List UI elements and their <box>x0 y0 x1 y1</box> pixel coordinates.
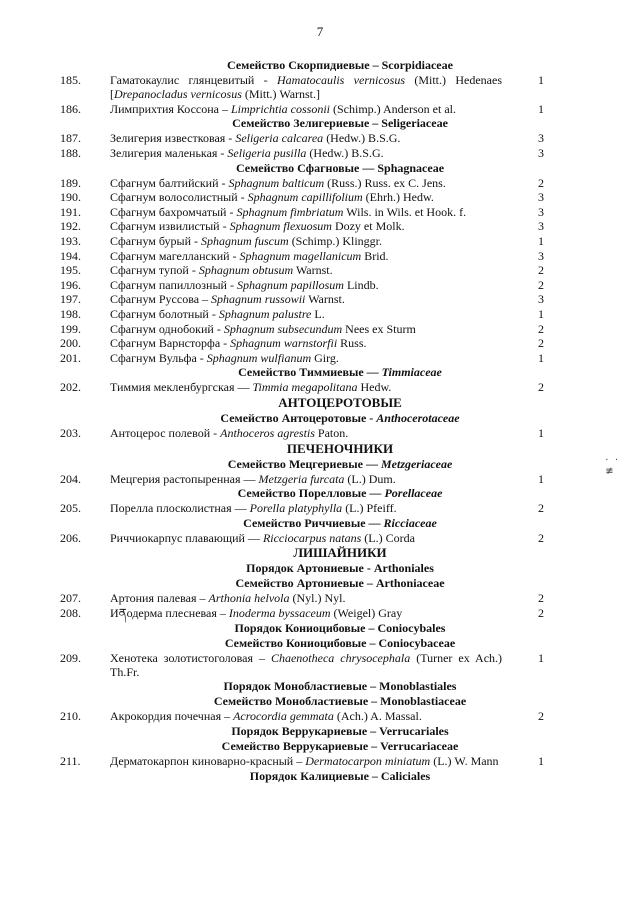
category-value: 3 <box>538 131 544 146</box>
category-value: 2 <box>538 530 544 545</box>
species-row <box>0 131 640 145</box>
author-citation: (Ach.) A. Massal. <box>333 709 422 724</box>
latin-name: Sphagnum capillifolium <box>247 190 363 205</box>
russian-name: Тиммия мекленбургская — <box>110 380 253 395</box>
species-number: 186. <box>60 101 81 116</box>
species-row <box>0 249 640 263</box>
author-citation: (Schimp.) Anderson et al. <box>330 101 456 116</box>
latin-name: Ricciocarpus natans <box>262 530 362 545</box>
species-number: 211. <box>60 754 81 769</box>
species-name <box>110 102 502 116</box>
species-name <box>110 263 502 277</box>
species-name <box>110 606 502 620</box>
species-row <box>0 263 640 277</box>
latin-name: Sphagnum wulfianum <box>206 350 312 365</box>
species-number: 207. <box>60 591 81 606</box>
group-heading: ЛИШАЙНИКИ <box>293 545 387 561</box>
category-value: 1 <box>538 471 544 486</box>
russian-name: Дерматокарпон киноварно-красный – <box>110 754 306 769</box>
russian-name: Артония палевая – <box>110 591 209 606</box>
species-row <box>0 205 640 219</box>
category-value: 1 <box>538 234 544 249</box>
latin-name: Chaenotheca chrysocephala <box>270 650 411 665</box>
latin-name: Sphagnum obtusum <box>198 263 294 278</box>
species-name <box>110 531 502 545</box>
taxon-latin: Porellaceae <box>384 486 443 501</box>
species-name <box>110 307 502 321</box>
species-name <box>110 754 502 768</box>
taxon-russian: Семейство Антоцеротовые - <box>220 410 377 425</box>
author-citation: L. <box>311 307 325 322</box>
category-value: 3 <box>538 204 544 219</box>
species-name <box>110 131 502 145</box>
russian-name: Сфагнум тупой - <box>110 263 199 278</box>
taxon-russian: Семейство Мецгериевые — <box>227 456 381 471</box>
species-row <box>0 606 640 620</box>
russian-name: Сфагнум однобокий - <box>110 321 224 336</box>
taxon-heading <box>0 457 640 472</box>
latin-name: Sphagnum flexuosum <box>229 219 332 234</box>
species-number: 196. <box>60 277 81 292</box>
taxon-heading <box>0 516 640 531</box>
taxon-heading <box>0 769 640 784</box>
species-number: 185. <box>60 73 81 87</box>
latin-name: Sphagnum magellanicum <box>239 248 362 263</box>
taxon-russian: Семейство Скорпидиевые – <box>227 58 382 72</box>
russian-name: Сфагнум Варнсторфа - <box>110 336 231 351</box>
species-row <box>0 591 640 605</box>
taxon-latin: Coniocybales <box>377 620 446 635</box>
latin-name: Sphagnum papillosum <box>236 277 344 292</box>
species-row <box>0 176 640 190</box>
latin-name: Sphagnum russowii <box>211 292 306 307</box>
taxon-latin: Scorpidiaceae <box>381 58 453 72</box>
category-value: 1 <box>538 350 544 365</box>
latin-name: Sphagnum warnstorfii <box>230 336 338 351</box>
species-number: 193. <box>60 234 81 249</box>
margin-mark: · · ≢ <box>605 455 618 477</box>
author-citation: Girg. <box>311 350 339 365</box>
russian-name: Сфагнум Руссова – <box>110 292 212 307</box>
taxon-latin: Verrucariaceae <box>380 739 459 754</box>
species-row <box>0 190 640 204</box>
author-citation: (L.) Pfeiff. <box>342 501 397 516</box>
species-name <box>110 472 502 486</box>
taxon-latin: Ricciaceae <box>383 515 437 530</box>
author-citation: Lindb. <box>343 277 379 292</box>
category-value: 3 <box>538 292 544 307</box>
russian-name: Зелигерия известковая - <box>110 131 236 146</box>
russian-name: Сфагнум балтийский - <box>110 175 229 190</box>
taxon-russian: Порядок Артониевые - <box>246 561 374 576</box>
russian-name: Сфагнум папиллозный - <box>110 277 237 292</box>
species-name <box>110 73 502 102</box>
species-name <box>110 219 502 233</box>
species-row <box>0 336 640 350</box>
author-citation: (Turner ex Ach.) Th.Fr. <box>110 650 503 679</box>
species-number: 187. <box>60 131 81 146</box>
russian-name: Зелигерия маленькая - <box>110 146 228 161</box>
species-name <box>110 176 502 190</box>
taxon-russian: Семейство Риччиевые — <box>243 515 384 530</box>
species-name <box>110 426 502 440</box>
species-number: 209. <box>60 650 81 665</box>
latin-name: Anthoceros agrestis <box>220 425 315 440</box>
taxon-russian: Порядок Калициевые – <box>249 768 381 783</box>
category-value: 2 <box>538 336 544 351</box>
category-value: 2 <box>538 709 544 724</box>
russian-name: Сфагнум бурый - <box>110 234 202 249</box>
author-citation: Hedw. <box>357 380 392 395</box>
taxon-heading <box>0 116 640 131</box>
taxon-heading <box>0 636 640 651</box>
species-name <box>110 278 502 292</box>
latin-name: Timmia megapolitana <box>252 380 358 395</box>
author-citation: (L.) W. Mann <box>430 754 499 769</box>
taxon-latin: Monoblastiaceae <box>380 694 467 709</box>
russian-name: Гаматокаулис глянцевитый - <box>110 73 277 87</box>
species-row <box>0 73 640 102</box>
taxon-heading <box>0 561 640 576</box>
category-value: 2 <box>538 175 544 190</box>
species-number: 208. <box>60 605 81 620</box>
taxon-russian: Порядок Веррукариевые – <box>231 724 380 739</box>
species-number: 210. <box>60 709 81 724</box>
russian-name: Акрокордия почечная – <box>110 709 234 724</box>
species-number: 201. <box>60 350 81 365</box>
category-value: 2 <box>538 501 544 516</box>
species-row <box>0 146 640 160</box>
category-value: 2 <box>538 380 544 395</box>
species-number: 195. <box>60 263 81 278</box>
latin-name: Seligeria calcarea <box>235 131 324 146</box>
species-row <box>0 322 640 336</box>
latin-name: Hamatocaulis vernicosus <box>277 73 405 87</box>
author-citation: Warnst. <box>305 292 345 307</box>
author-citation: Russ. <box>337 336 367 351</box>
species-name <box>110 380 502 394</box>
species-number: 206. <box>60 530 81 545</box>
russian-name: Мецгерия растопыренная — <box>110 471 259 486</box>
species-name <box>110 336 502 350</box>
russian-name: Сфагнум волосолистный - <box>110 190 248 205</box>
synonym-latin-name: Drepanocladus vernicosus <box>114 87 242 102</box>
russian-name: Порелла плосколистная — <box>110 501 250 516</box>
latin-name: Sphagnum fuscum <box>201 234 289 249</box>
category-value: 1 <box>538 101 544 116</box>
author-citation: (Nyl.) Nyl. <box>289 591 346 606</box>
latin-name: Sphagnum fimbriatum <box>236 204 344 219</box>
taxon-heading <box>0 694 640 709</box>
species-row <box>0 278 640 292</box>
species-number: 200. <box>60 336 81 351</box>
species-name <box>110 651 502 680</box>
species-row <box>0 709 640 723</box>
latin-name: Acrocordia gemmata <box>233 709 334 724</box>
taxon-russian: Семейство Монобластиевые – <box>213 694 381 709</box>
taxon-heading <box>0 724 640 739</box>
species-number: 204. <box>60 471 81 486</box>
species-number: 191. <box>60 204 81 219</box>
species-row <box>0 234 640 248</box>
author-citation: (Weigel) Gray <box>330 605 403 620</box>
taxon-heading <box>0 486 640 501</box>
taxon-russian: Семейство Веррукариевые – <box>221 739 381 754</box>
category-value: 2 <box>538 605 544 620</box>
taxon-latin: Metzgeriaceae <box>380 456 453 471</box>
taxon-heading <box>0 739 640 754</box>
taxon-heading <box>0 365 640 380</box>
russian-name: Лимприхтия Коссона – <box>110 101 231 116</box>
author-citation: Paton. <box>314 425 349 440</box>
author-citation: (Ehrh.) Hedw. <box>362 190 434 205</box>
russian-name: Иནодерма плесневая – <box>110 605 229 620</box>
taxon-latin: Verrucariales <box>379 724 449 739</box>
species-name <box>110 292 502 306</box>
taxon-latin: Coniocybaceae <box>378 635 456 650</box>
species-row <box>0 307 640 321</box>
category-value: 3 <box>538 190 544 205</box>
species-number: 197. <box>60 292 81 307</box>
russian-name: Сфагнум извилистый - <box>110 219 230 234</box>
author-citation: (Schimp.) Klinggr. <box>288 234 383 249</box>
species-number: 203. <box>60 425 81 440</box>
taxon-latin: Arthoniales <box>373 561 434 576</box>
group-heading: АНТОЦЕРОТОВЫЕ <box>278 394 402 410</box>
species-number: 198. <box>60 307 81 322</box>
species-number: 190. <box>60 190 81 205</box>
synonym-author: (Mitt.) Warnst.] <box>241 87 321 102</box>
category-value: 2 <box>538 321 544 336</box>
russian-name: Риччиокарпус плавающий — <box>110 530 263 545</box>
species-row <box>0 102 640 116</box>
species-name <box>110 322 502 336</box>
species-row <box>0 292 640 306</box>
author-citation: Dozy et Molk. <box>331 219 405 234</box>
species-row <box>0 754 640 768</box>
species-row <box>0 501 640 515</box>
species-row <box>0 426 640 440</box>
russian-name: Сфагнум Вульфа - <box>110 350 207 365</box>
russian-name: Антоцерос полевой - <box>110 425 221 440</box>
category-value: 2 <box>538 591 544 606</box>
category-value: 2 <box>538 263 544 278</box>
taxon-latin: Caliciales <box>380 768 431 783</box>
category-value: 1 <box>538 650 544 665</box>
category-value: 2 <box>538 277 544 292</box>
russian-name: Сфагнум магелланский - <box>110 248 240 263</box>
taxon-latin: Timmiaceae <box>381 365 442 380</box>
group-heading: ПЕЧЕНОЧНИКИ <box>286 440 394 456</box>
taxon-heading <box>0 576 640 591</box>
category-value: 1 <box>538 307 544 322</box>
species-number: 202. <box>60 380 81 395</box>
category-value: 3 <box>538 248 544 263</box>
latin-name: Sphagnum balticum <box>228 175 325 190</box>
species-name <box>110 190 502 204</box>
taxon-heading <box>0 58 640 73</box>
latin-name: Porella platyphylla <box>249 501 343 516</box>
taxon-latin: Monoblastiales <box>379 679 457 694</box>
latin-name: Sphagnum palustre <box>218 307 312 322</box>
page-number: 7 <box>316 24 324 39</box>
author-citation: Warnst. <box>293 263 333 278</box>
species-list <box>0 58 640 784</box>
species-number: 192. <box>60 219 81 234</box>
species-number: 194. <box>60 248 81 263</box>
latin-name: Dermatocarpon miniatum <box>305 754 431 769</box>
author-citation: (Mitt.) Hedenaes [ <box>110 73 502 102</box>
species-row <box>0 351 640 365</box>
species-row <box>0 380 640 394</box>
taxon-heading <box>0 621 640 636</box>
taxon-russian: Семейство Сфагновые — <box>235 160 378 175</box>
species-name <box>110 591 502 605</box>
species-row <box>0 531 640 545</box>
taxon-heading <box>0 161 640 176</box>
taxon-latin: Arthoniaceae <box>375 576 445 591</box>
category-value: 1 <box>538 425 544 440</box>
taxon-latin: Anthocerotaceae <box>376 410 460 425</box>
taxon-russian: Порядок Кониоцибовые – <box>234 620 378 635</box>
author-citation: Nees ex Sturm <box>342 321 416 336</box>
taxon-latin: Sphagnaceae <box>377 160 445 175</box>
latin-name: Inoderma byssaceum <box>228 605 331 620</box>
author-citation: (Russ.) Russ. ex C. Jens. <box>324 175 446 190</box>
author-citation: (L.) Dum. <box>344 471 396 486</box>
taxon-russian: Семейство Кониоцибовые – <box>224 635 379 650</box>
species-number: 189. <box>60 175 81 190</box>
category-value: 1 <box>538 73 544 87</box>
taxon-latin: Seligeriaceae <box>381 116 448 131</box>
species-name <box>110 709 502 723</box>
category-value: 3 <box>538 219 544 234</box>
latin-name: Limprichtia cossonii <box>231 101 331 116</box>
category-value: 3 <box>538 146 544 161</box>
author-citation: Wils. in Wils. et Hook. f. <box>343 204 467 219</box>
latin-name: Arthonia helvola <box>208 591 290 606</box>
category-value: 1 <box>538 754 544 769</box>
species-number: 199. <box>60 321 81 336</box>
taxon-russian: Семейство Зелигериевые – <box>232 116 382 131</box>
taxon-russian: Семейство Артониевые – <box>235 576 376 591</box>
species-number: 205. <box>60 501 81 516</box>
species-name <box>110 249 502 263</box>
species-name <box>110 234 502 248</box>
species-name <box>110 501 502 515</box>
species-name <box>110 205 502 219</box>
species-name <box>110 146 502 160</box>
taxon-heading <box>0 411 640 426</box>
russian-name: Сфагнум болотный - <box>110 307 219 322</box>
species-number: 188. <box>60 146 81 161</box>
russian-name: Сфагнум бахромчатый - <box>110 204 237 219</box>
taxon-heading <box>0 679 640 694</box>
author-citation: (Hedw.) B.S.G. <box>306 146 384 161</box>
species-row <box>0 472 640 486</box>
author-citation: (L.) Corda <box>361 530 415 545</box>
latin-name: Sphagnum subsecundum <box>223 321 343 336</box>
author-citation: Brid. <box>361 248 389 263</box>
taxon-russian: Семейство Порелловые — <box>237 486 385 501</box>
latin-name: Metzgeria furcata <box>258 471 345 486</box>
taxon-russian: Семейство Тиммиевые — <box>238 365 382 380</box>
species-row <box>0 219 640 233</box>
species-row <box>0 651 640 680</box>
species-name <box>110 351 502 365</box>
russian-name: Хенотека золотистоголовая – <box>110 650 271 665</box>
author-citation: (Hedw.) B.S.G. <box>323 131 401 146</box>
latin-name: Seligeria pusilla <box>227 146 307 161</box>
taxon-russian: Порядок Монобластиевые – <box>223 679 380 694</box>
